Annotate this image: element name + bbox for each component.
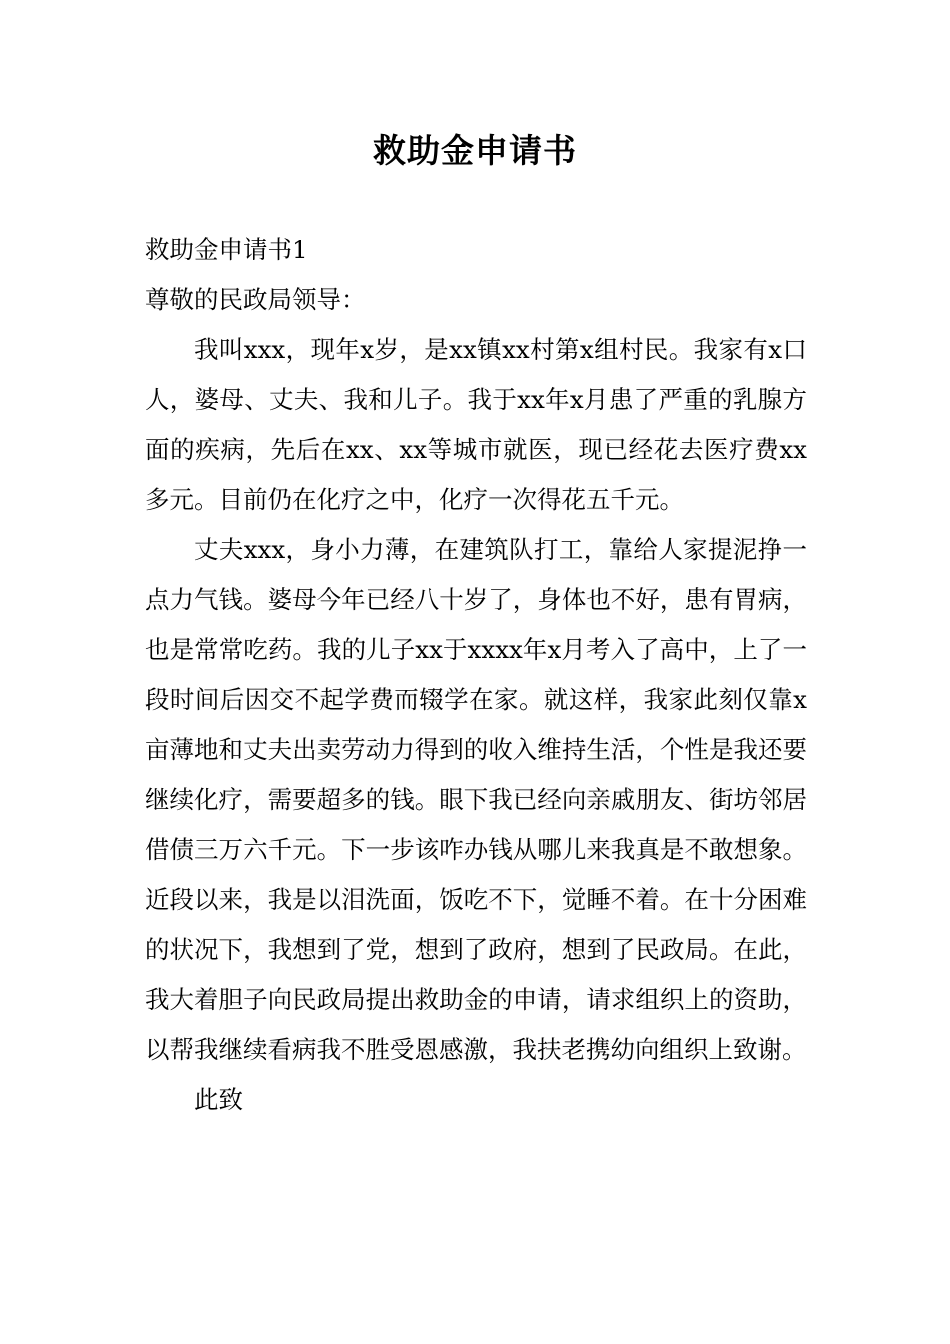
paragraph-1: 我叫xxx，现年x岁，是xx镇xx村第x组村民。我家有x口人，婆母、丈夫、我和儿子。我于xx年x月患了严重的乳腺方面的疾病，先后在xx、xx等城市就医，现已经花去医疗费xx多元。目前仍在化疗之中，化疗一次得花五千元。 bbox=[145, 335, 807, 514]
salutation: 尊敬的民政局领导： bbox=[145, 285, 366, 314]
document-subheading: 救助金申请书1 bbox=[145, 235, 308, 264]
document-body bbox=[145, 225, 807, 1125]
paragraph-2: 丈夫xxx，身小力薄，在建筑队打工，靠给人家提泥挣一点力气钱。婆母今年已经八十岁了，身体也不好，患有胃病，也是常常吃药。我的儿子xx于xxxx年x月考入了高中，上了一段时间后因交不起学费而辍学在家。就这样，我家此刻仅靠x亩薄地和丈夫出卖劳动力得到的收入维持生活，个性是我还要继续化疗，需要超多的钱。眼下我已经向亲戚朋友、街坊邻居借债三万六千元。下一步该咋办钱从哪儿来我真是不敢想象。近段以来，我是以泪洗面，饭吃不下，觉睡不着。在十分困难的状况下，我想到了党，想到了政府，想到了民政局。在此，我大着胆子向民政局提出救助金的申请，请求组织上的资助，以帮我继续看病我不胜受恩感激，我扶老携幼向组织上致谢。 bbox=[145, 535, 807, 1064]
closing: 此致 bbox=[194, 1085, 243, 1114]
document-title: 救助金申请书 bbox=[373, 131, 577, 170]
